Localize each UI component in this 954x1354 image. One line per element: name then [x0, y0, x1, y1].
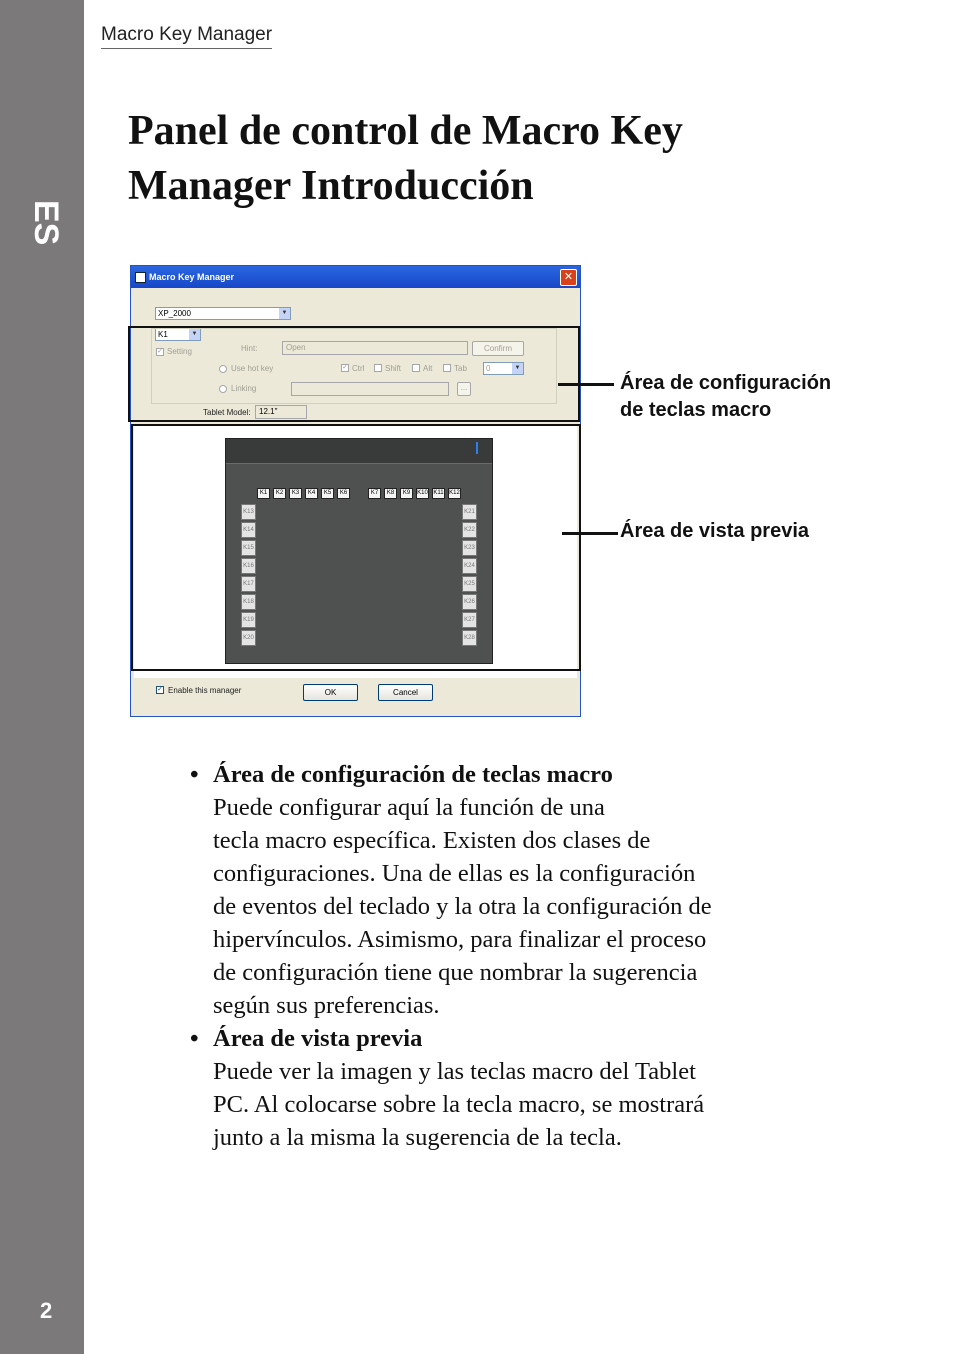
macro-key[interactable]: K15 [241, 540, 256, 556]
macro-key[interactable]: K28 [462, 630, 477, 646]
macro-key[interactable]: K19 [241, 612, 256, 628]
macro-key[interactable]: K12 [448, 488, 461, 499]
use-hot-key-label: Use hot key [231, 364, 274, 373]
macro-key[interactable]: K27 [462, 612, 477, 628]
bullet-text-line: Puede configurar aquí la función de una [213, 794, 605, 821]
bullet-text-line: junto a la misma la sugerencia de la tecla. [213, 1124, 622, 1151]
hint-label: Hint: [241, 344, 258, 353]
profile-select-value: XP_2000 [158, 309, 191, 318]
macro-key[interactable]: K25 [462, 576, 477, 592]
macro-key[interactable]: K26 [462, 594, 477, 610]
tablet-model-field[interactable]: 12.1" [255, 405, 307, 419]
section-header: Macro Key Manager [101, 24, 272, 49]
macro-key[interactable]: K1 [257, 488, 270, 499]
ctrl-checkbox[interactable]: ✓ [342, 364, 348, 371]
bullet-config [190, 758, 790, 1022]
chevron-down-icon: ▼ [189, 329, 200, 340]
key-value: 0 [486, 364, 491, 373]
config-callout-line-2: de teclas macro [620, 399, 772, 421]
bullet-text-line: tecla macro específica. Existen dos clases de [213, 827, 651, 854]
chevron-down-icon: ▼ [279, 308, 290, 319]
sidebar [0, 0, 84, 1354]
macro-key[interactable]: K22 [462, 522, 477, 538]
macro-key[interactable]: K4 [305, 488, 318, 499]
bullet-list [190, 758, 790, 1154]
config-area-highlight [128, 326, 580, 422]
bullet-text-line: configuraciones. Una de ellas es la configuración [213, 860, 696, 887]
macro-key[interactable]: K16 [241, 558, 256, 574]
bullet-text-line: de configuración tiene que nombrar la sugerencia [213, 959, 698, 986]
bullet-text-line: hipervínculos. Asimismo, para finalizar el proceso [213, 926, 707, 953]
linking-label: Linking [231, 384, 257, 393]
macro-key[interactable]: K18 [241, 594, 256, 610]
bullet-dot: • [190, 761, 199, 788]
ok-button[interactable]: OK [303, 684, 358, 701]
key-select-value: K1 [158, 330, 168, 339]
enable-manager-label: Enable this manager [168, 686, 242, 695]
chevron-down-icon: ▼ [512, 363, 523, 374]
bullet-text-line: Puede ver la imagen y las teclas macro del Tablet [213, 1058, 696, 1085]
macro-key[interactable]: K24 [462, 558, 477, 574]
close-icon[interactable]: ✕ [560, 269, 577, 286]
bullet-preview [190, 1022, 790, 1154]
bullet-title: Área de configuración de teclas macro [213, 761, 613, 788]
macro-key[interactable]: K10 [416, 488, 429, 499]
preview-area-highlight [131, 424, 581, 671]
app-icon [135, 272, 146, 283]
shift-label: Shift [385, 364, 402, 373]
confirm-button[interactable]: Confirm [472, 341, 524, 356]
macro-key[interactable]: K7 [368, 488, 381, 499]
macro-key[interactable]: K8 [384, 488, 397, 499]
macro-key[interactable]: K9 [400, 488, 413, 499]
title-line-2: Manager Introducción [128, 163, 534, 209]
config-callout [620, 370, 831, 424]
preview-callout: Área de vista previa [620, 520, 809, 542]
page-title [128, 104, 888, 214]
macro-key[interactable]: K3 [289, 488, 302, 499]
bullet-text-line: de eventos del teclado y la otra la configuración de [213, 893, 712, 920]
macro-key[interactable]: K6 [337, 488, 350, 499]
page-number: 2 [40, 1298, 53, 1323]
macro-key[interactable]: K21 [462, 504, 477, 520]
macro-key[interactable]: K2 [273, 488, 286, 499]
config-callout-line [558, 383, 614, 386]
setting-checkbox[interactable]: ✓ [157, 348, 163, 355]
tablet-model-label: Tablet Model: [203, 408, 251, 417]
title-line-1: Panel de control de Macro Key [128, 108, 683, 154]
window-titlebar [131, 266, 580, 288]
browse-button[interactable]: ... [457, 382, 471, 396]
profile-select[interactable] [155, 307, 291, 320]
macro-key[interactable]: K14 [241, 522, 256, 538]
window-title: Macro Key Manager [149, 272, 235, 282]
macro-key[interactable]: K23 [462, 540, 477, 556]
bullet-title: Área de vista previa [213, 1025, 423, 1052]
bullet-dot: • [190, 1025, 199, 1052]
macro-key[interactable]: K13 [241, 504, 256, 520]
macro-key[interactable]: K17 [241, 576, 256, 592]
hint-input[interactable]: Open [282, 341, 468, 355]
setting-label: Setting [167, 347, 192, 356]
ctrl-label: Ctrl [352, 364, 365, 373]
macro-key[interactable]: K5 [321, 488, 334, 499]
language-tab: ES [27, 200, 65, 246]
bullet-text-line: según sus preferencias. [213, 992, 440, 1019]
alt-label: Alt [423, 364, 433, 373]
bullet-text-line: PC. Al colocarse sobre la tecla macro, se mostrará [213, 1091, 705, 1118]
cancel-button[interactable]: Cancel [378, 684, 433, 701]
tab-label: Tab [454, 364, 467, 373]
enable-manager-checkbox[interactable]: ✓ [157, 686, 163, 693]
macro-key[interactable]: K11 [432, 488, 445, 499]
macro-key[interactable]: K20 [241, 630, 256, 646]
config-callout-line-1: Área de configuración [620, 372, 832, 394]
preview-callout-line [562, 532, 618, 535]
